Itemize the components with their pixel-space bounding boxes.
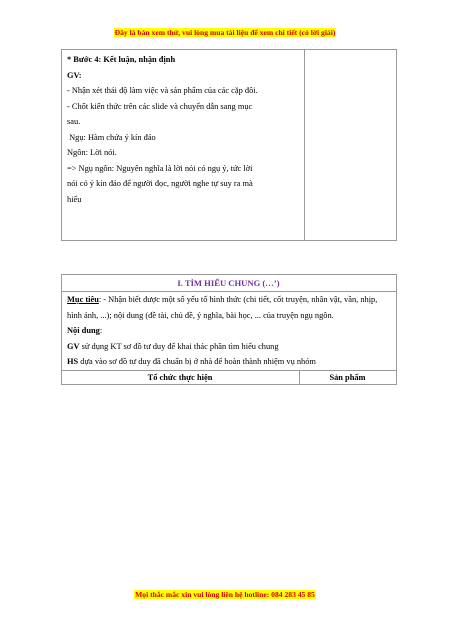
step4-cell [62, 50, 305, 241]
col-header-left [62, 370, 300, 384]
gv-label: GV: [67, 70, 82, 80]
step4-product-cell [304, 50, 396, 241]
goal-text: : - Nhận biết được một số yếu tố hình thức (chi tiết, cốt truyện, nhân vật, vần, nhịp, [98, 295, 378, 304]
section-body-cell [62, 292, 397, 371]
gv-text: sử dụng KT sơ đồ tư duy để khai thác phần tìm hiểu chung [79, 341, 279, 351]
hs-text: dựa vào sơ đồ tư duy đã chuẩn bị ở nhà để hoàn thành nhiệm vụ nhóm [78, 357, 316, 366]
col-right-label: Sản phẩm [329, 372, 366, 382]
hotline-banner [0, 590, 450, 599]
goal-line: hình ảnh, ...); nội dung (đề tài, chủ đề, ý nghĩa, bài học, ... của truyện ngụ ngôn. [67, 310, 334, 320]
content-line [67, 323, 390, 339]
hs-label: HS [67, 357, 79, 366]
section-table [61, 274, 397, 385]
step4-line: sau. [67, 117, 81, 126]
hotline-banner-text: Mọi thắc mắc xin vui lòng liên hệ hotline: 084 283 45 85 [135, 590, 315, 599]
section-title-cell [62, 275, 397, 292]
goal-label: Mục tiêu [67, 295, 99, 304]
hs-line [67, 354, 390, 370]
goal-line [67, 292, 390, 308]
step4-line: hiểu [67, 194, 82, 204]
gv-label: GV [67, 341, 80, 351]
step4-line: - Nhận xét thái độ làm việc và sản phẩm của các cặp đôi. [67, 86, 258, 95]
step4-line: => Ngụ ngôn: Nguyên nghĩa là lời nói có ngụ ý, tức lời [67, 163, 253, 173]
step4-line: Ngôn: Lời nói. [67, 148, 117, 157]
step4-heading: * Bước 4: Kết luận, nhận định [67, 55, 176, 64]
col-left-label: Tổ chức thực hiện [147, 372, 213, 382]
gv-line [67, 339, 390, 355]
col-header-right [300, 370, 397, 384]
content-colon: : [99, 326, 103, 335]
step4-table [61, 49, 397, 241]
section-title: I. TÌM HIỂU CHUNG (…’) [177, 278, 280, 288]
content-label: Nội dung [67, 326, 100, 335]
preview-banner [0, 28, 450, 37]
step4-line: - Chốt kiến thức trên các slide và chuyển dẫn sang mục [67, 101, 253, 111]
preview-banner-text: Đây là bản xem thử, vui lòng mua tài liệu để xem chi tiết (có lời giải) [114, 28, 336, 37]
step4-line: Ngụ: Hàm chứa ý kín đáo [67, 132, 156, 142]
step4-line: nói có ý kín đáo để người đọc, người nghe tự suy ra mà [67, 179, 253, 188]
